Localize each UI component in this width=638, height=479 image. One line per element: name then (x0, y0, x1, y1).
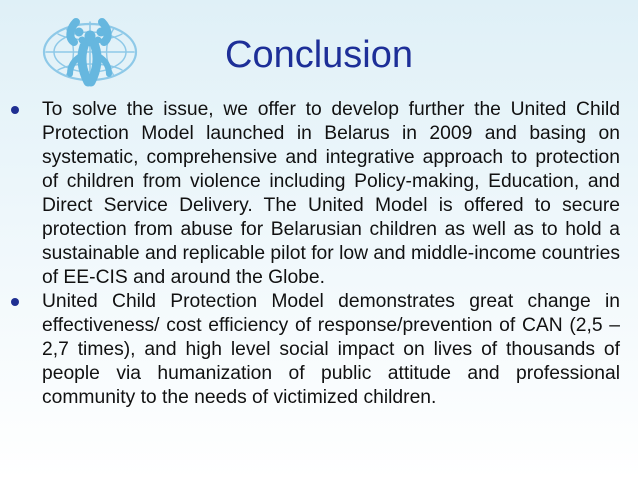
bullet-item-1 (0, 98, 638, 290)
page-title: Conclusion (225, 34, 413, 76)
bullet-dot-icon (11, 298, 19, 306)
bullet-text-1: To solve the issue, we offer to develop further the United Child Protection Model launched in Belarus in 2009 and basing on systematic, comprehensive and integrative approach to protection of children from violence including Policy-making, Education, and Direct Service Delivery. The United Model is offered to secure protection from abuse for Belarusian children as well as to hold a sustainable and replicable pilot for low and middle-income countries of EE-CIS and around the Globe. (42, 99, 620, 288)
content-list (0, 98, 638, 410)
bullet-text-2: United Child Protection Model demonstrates great change in effectiveness/ cost efficiency of response/prevention of CAN (2,5 – 2,7 times), and high level social impact on lives of thousands of people via humanization of public attitude and professional community to the needs of victimized children. (42, 291, 620, 408)
bullet-item-2 (0, 290, 638, 410)
bullet-dot-icon (11, 106, 19, 114)
